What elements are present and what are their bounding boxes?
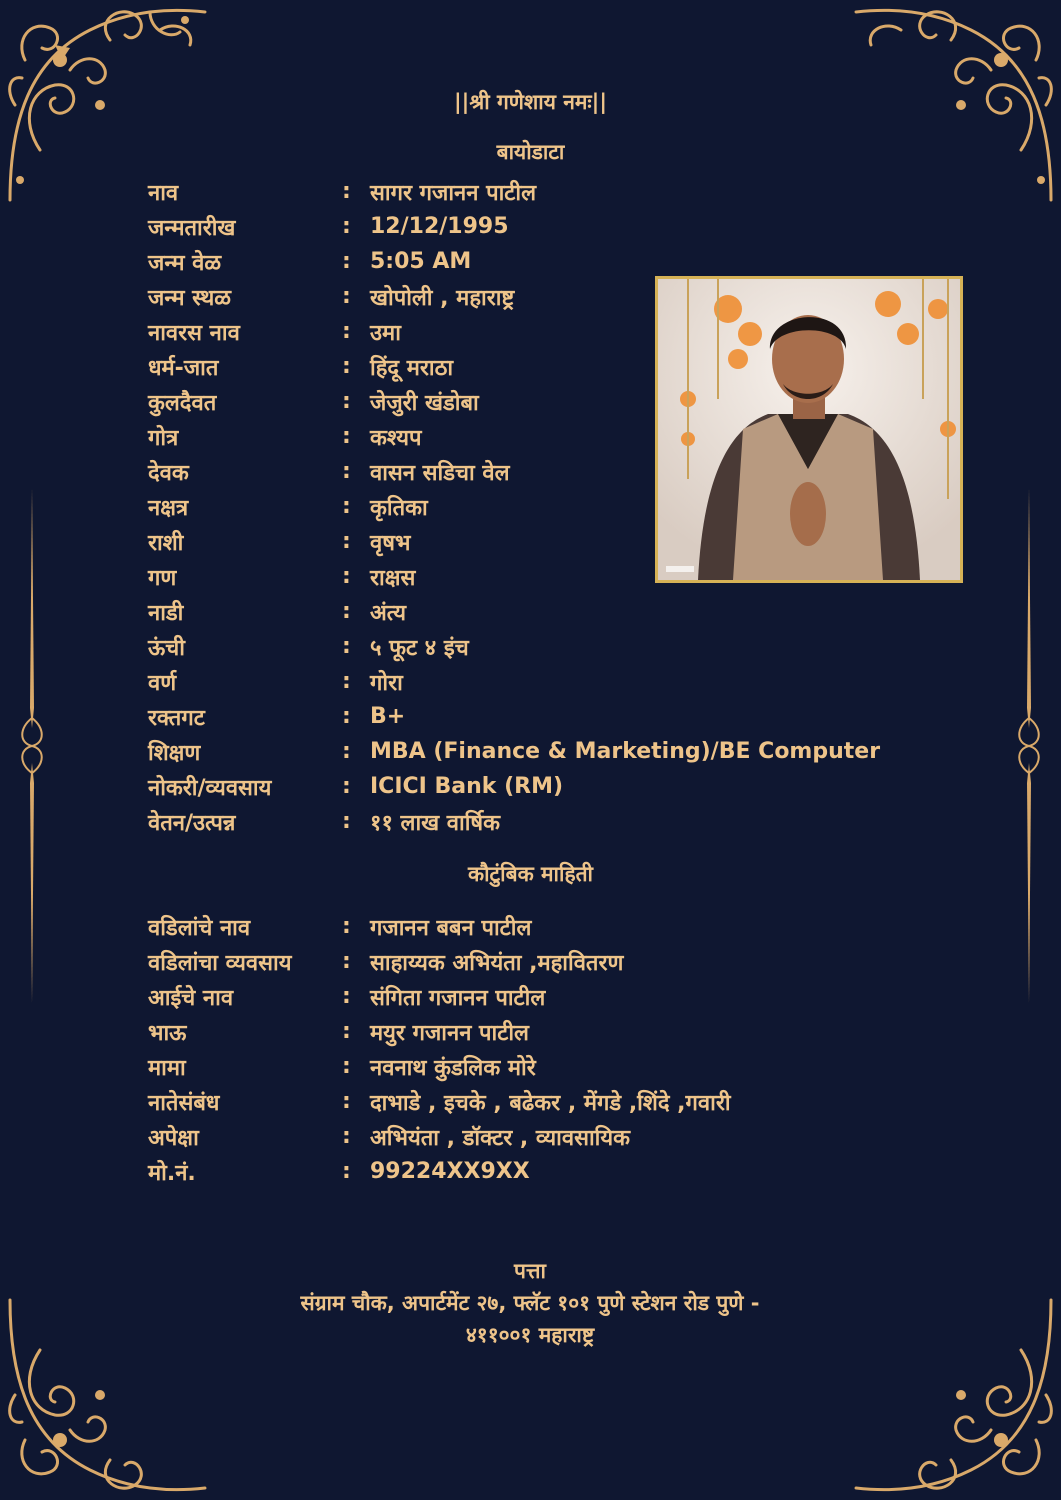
field-separator: : xyxy=(342,1159,351,1184)
personal-row xyxy=(148,594,406,629)
field-value: ICICI Bank (RM) xyxy=(370,774,564,799)
family-row xyxy=(148,1119,630,1154)
field-value: 99224XX9XX xyxy=(370,1159,530,1184)
field-separator: : xyxy=(342,704,351,729)
field-label: देवक xyxy=(148,460,189,486)
field-value: गोरा xyxy=(370,670,403,696)
field-separator: : xyxy=(342,424,351,449)
field-label: कुलदैवत xyxy=(148,390,217,416)
field-value: वासन सडिचा वेल xyxy=(370,460,510,486)
field-value: राक्षस xyxy=(370,565,416,591)
field-separator: : xyxy=(342,1054,351,1079)
field-separator: : xyxy=(342,774,351,799)
family-row xyxy=(148,979,545,1014)
corner-ornament-bottom-left xyxy=(0,1285,215,1500)
field-label: मो.नं. xyxy=(148,1160,196,1186)
personal-row xyxy=(148,419,422,454)
address-title: पत्ता xyxy=(514,1259,546,1283)
field-label: राशी xyxy=(148,530,184,556)
field-separator: : xyxy=(342,914,351,939)
field-value: B+ xyxy=(370,704,406,729)
field-value: उमा xyxy=(370,320,401,346)
field-separator: : xyxy=(342,459,351,484)
personal-row xyxy=(148,314,401,349)
field-label: जन्मतारीख xyxy=(148,215,236,241)
side-flourish-left xyxy=(19,488,45,1003)
field-value: 5:05 AM xyxy=(370,249,472,274)
field-value: खोपोली , महाराष्ट्र xyxy=(370,285,515,311)
personal-row xyxy=(148,524,410,559)
field-separator: : xyxy=(342,494,351,519)
personal-row xyxy=(148,769,563,804)
field-separator: : xyxy=(342,564,351,589)
field-value: अभियंता , डॉक्टर , व्यावसायिक xyxy=(370,1125,631,1151)
field-value: 12/12/1995 xyxy=(370,214,509,239)
field-value: वृषभ xyxy=(370,530,411,556)
personal-row xyxy=(148,489,428,524)
field-separator: : xyxy=(342,1089,351,1114)
personal-row xyxy=(148,209,509,244)
personal-row xyxy=(148,279,514,314)
field-separator: : xyxy=(342,1124,351,1149)
field-value: दाभाडे , इचके , बढेकर , मेंगडे ,शिंदे ,गवारी xyxy=(370,1090,731,1116)
invocation-text: ||श्री गणेशाय नमः|| xyxy=(454,90,607,114)
field-value: मयुर गजानन पाटील xyxy=(370,1020,529,1046)
personal-row xyxy=(148,174,536,209)
corner-ornament-bottom-right xyxy=(846,1285,1061,1500)
field-separator: : xyxy=(342,599,351,624)
field-label: नाव xyxy=(148,180,179,206)
field-separator: : xyxy=(342,529,351,554)
field-separator: : xyxy=(342,634,351,659)
page-title: बायोडाटा xyxy=(496,140,565,164)
family-row xyxy=(148,1049,536,1084)
field-value: नवनाथ कुंडलिक मोरे xyxy=(370,1055,536,1081)
field-value: सागर गजानन पाटील xyxy=(370,180,536,206)
address-line-2: ४११००१ महाराष्ट्र xyxy=(465,1323,595,1347)
field-label: जन्म स्थळ xyxy=(148,285,232,311)
profile-photo xyxy=(655,276,963,583)
field-separator: : xyxy=(342,949,351,974)
family-row xyxy=(148,1084,731,1119)
address-block xyxy=(190,1255,870,1351)
field-value: साहाय्यक अभियंता ,महावितरण xyxy=(370,950,624,976)
personal-row xyxy=(148,349,453,384)
personal-row xyxy=(148,384,479,419)
personal-row xyxy=(148,664,403,699)
field-label: जन्म वेळ xyxy=(148,250,222,276)
field-label: ऊंची xyxy=(148,635,185,661)
field-label: शिक्षण xyxy=(148,740,201,766)
field-separator: : xyxy=(342,319,351,344)
field-value: कृतिका xyxy=(370,495,428,521)
field-separator: : xyxy=(342,179,351,204)
field-label: नाडी xyxy=(148,600,184,626)
personal-row xyxy=(148,699,405,734)
family-row xyxy=(148,1154,530,1189)
address-line-1: संग्राम चौक, अपार्टमेंट २७, फ्लॅट १०१ पुणे स्टेशन रोड पुणे - xyxy=(300,1291,760,1315)
family-row xyxy=(148,909,531,944)
field-label: मामा xyxy=(148,1055,186,1081)
personal-row xyxy=(148,244,471,279)
side-flourish-right xyxy=(1016,488,1042,1003)
family-row xyxy=(148,944,623,979)
field-label: अपेक्षा xyxy=(148,1125,199,1151)
field-label: वर्ण xyxy=(148,670,177,696)
personal-row xyxy=(148,804,500,839)
field-separator: : xyxy=(342,809,351,834)
field-separator: : xyxy=(342,249,351,274)
field-separator: : xyxy=(342,984,351,1009)
field-label: रक्तगट xyxy=(148,705,205,731)
field-value: संगिता गजानन पाटील xyxy=(370,985,546,1011)
field-label: वडिलांचे नाव xyxy=(148,915,251,941)
field-value: गजानन बबन पाटील xyxy=(370,915,532,941)
field-label: आईचे नाव xyxy=(148,985,234,1011)
field-label: गण xyxy=(148,565,177,591)
field-label: भाऊ xyxy=(148,1020,187,1046)
field-label: नक्षत्र xyxy=(148,495,189,521)
family-row xyxy=(148,1014,529,1049)
field-label: गोत्र xyxy=(148,425,179,451)
field-value: MBA (Finance & Marketing)/BE Computer xyxy=(370,739,881,764)
field-value: कश्यप xyxy=(370,425,422,451)
field-separator: : xyxy=(342,739,351,764)
family-section-title: कौटुंबिक माहिती xyxy=(467,862,593,886)
field-separator: : xyxy=(342,1019,351,1044)
field-separator: : xyxy=(342,214,351,239)
field-label: वेतन/उत्पन्न xyxy=(148,810,236,836)
field-value: ११ लाख वार्षिक xyxy=(370,810,501,836)
personal-row xyxy=(148,454,510,489)
field-label: धर्म-जात xyxy=(148,355,219,381)
field-separator: : xyxy=(342,284,351,309)
personal-row xyxy=(148,734,880,769)
field-value: जेजुरी खंडोबा xyxy=(370,390,479,416)
personal-row xyxy=(148,559,415,594)
field-label: नावरस नाव xyxy=(148,320,240,346)
field-value: अंत्य xyxy=(370,600,406,626)
personal-row xyxy=(148,629,469,664)
field-value: हिंदू मराठा xyxy=(370,355,454,381)
field-label: नोकरी/व्यवसाय xyxy=(148,775,272,801)
field-separator: : xyxy=(342,354,351,379)
field-value: ५ फूट ४ इंच xyxy=(370,635,469,661)
field-separator: : xyxy=(342,389,351,414)
field-label: वडिलांचा व्यवसाय xyxy=(148,950,292,976)
field-label: नातेसंबंध xyxy=(148,1090,220,1116)
field-separator: : xyxy=(342,669,351,694)
